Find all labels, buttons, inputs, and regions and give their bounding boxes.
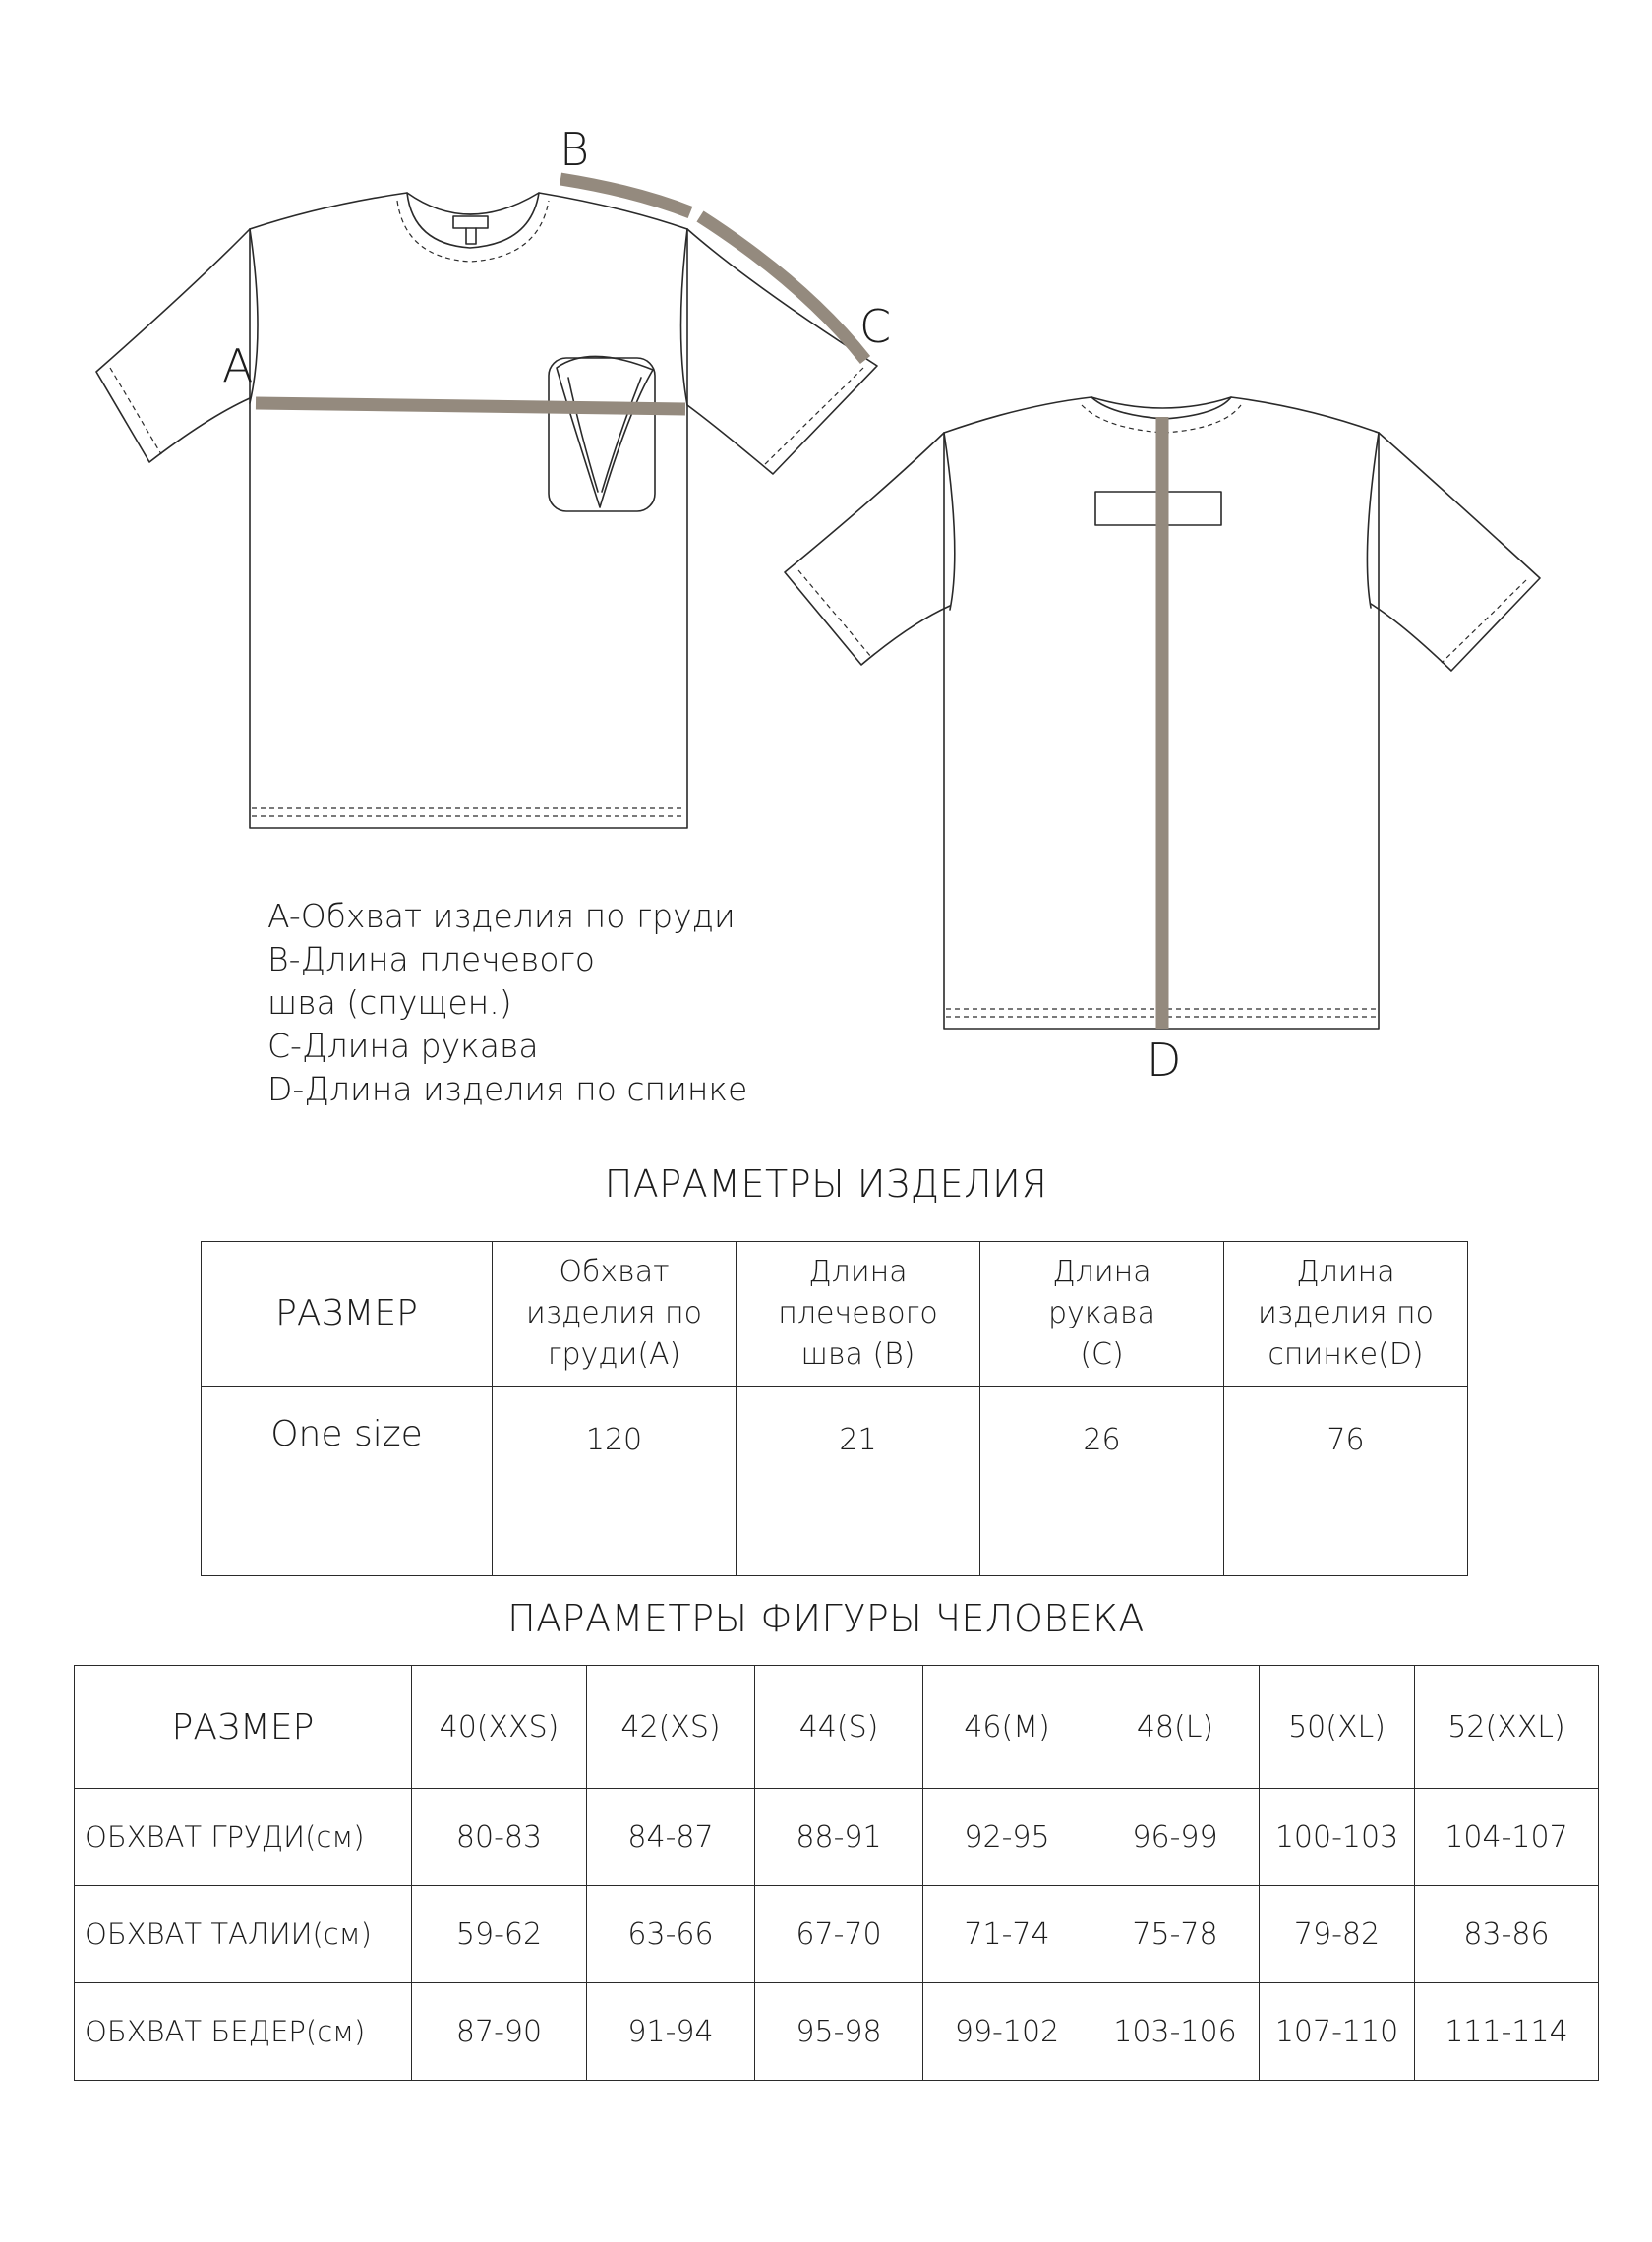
- header-line: (С): [1080, 1337, 1124, 1372]
- value-cell: 79-82: [1260, 1886, 1415, 1983]
- value-cell: 88-91: [755, 1789, 923, 1886]
- label-b: B: [560, 123, 590, 176]
- label-a: A: [222, 339, 254, 392]
- table-row: [202, 1242, 1468, 1386]
- value-cell: 100-103: [1260, 1789, 1415, 1886]
- header-line: спинке(D): [1268, 1337, 1424, 1372]
- header-line: изделия по: [526, 1296, 702, 1330]
- size-cell: 48(L): [1092, 1666, 1260, 1789]
- header-line: груди(А): [547, 1337, 681, 1372]
- value-cell: 75-78: [1092, 1886, 1260, 1983]
- value-cell: 59-62: [412, 1886, 587, 1983]
- size-header-cell: РАЗМЕР: [202, 1242, 493, 1386]
- header-cell-sleeve: [980, 1242, 1224, 1386]
- size-cell: 44(S): [755, 1666, 923, 1789]
- size-cell: 46(M): [923, 1666, 1092, 1789]
- body-params-table: [74, 1665, 1599, 2081]
- size-header-cell: РАЗМЕР: [75, 1666, 412, 1789]
- header-line: рукава: [1048, 1296, 1155, 1330]
- legend-line-a: A-Обхват изделия по груди: [267, 897, 736, 935]
- value-cell: 107-110: [1260, 1983, 1415, 2081]
- product-params-table: [201, 1241, 1468, 1576]
- value-cell: 63-66: [587, 1886, 755, 1983]
- table-row: [202, 1386, 1468, 1576]
- value-cell: 67-70: [755, 1886, 923, 1983]
- header-line: Длина: [1052, 1255, 1151, 1289]
- value-cell: 120: [493, 1386, 737, 1576]
- measurement-legend: [267, 895, 747, 1111]
- row-label-hips: ОБХВАТ БЕДЕР(см): [75, 1983, 412, 2081]
- value-cell: 71-74: [923, 1886, 1092, 1983]
- tshirt-front-sketch: [96, 123, 891, 828]
- value-cell: 95-98: [755, 1983, 923, 2081]
- body-params-title: ПАРАМЕТРЫ ФИГУРЫ ЧЕЛОВЕКА: [507, 1597, 1145, 1640]
- size-cell: 50(XL): [1260, 1666, 1415, 1789]
- value-cell: 26: [980, 1386, 1224, 1576]
- value-cell: 84-87: [587, 1789, 755, 1886]
- label-d: D: [1147, 1033, 1182, 1087]
- label-c: C: [859, 300, 892, 353]
- size-cell: 40(XXS): [412, 1666, 587, 1789]
- row-label-chest: ОБХВАТ ГРУДИ(см): [75, 1789, 412, 1886]
- measure-c-bar: [700, 216, 865, 360]
- header-line: Обхват: [559, 1255, 670, 1289]
- legend-line-b: B-Длина плечевого: [267, 940, 595, 978]
- legend-line-b-cont: шва (спущен.): [267, 983, 512, 1022]
- value-cell: 83-86: [1415, 1886, 1599, 1983]
- value-cell: 96-99: [1092, 1789, 1260, 1886]
- measure-b-bar: [560, 179, 690, 212]
- header-cell-chest: [493, 1242, 737, 1386]
- value-cell: 87-90: [412, 1983, 587, 2081]
- table-row: [75, 1789, 1599, 1886]
- size-cell: 42(XS): [587, 1666, 755, 1789]
- table-row: [75, 1886, 1599, 1983]
- value-cell: 80-83: [412, 1789, 587, 1886]
- value-cell: 21: [737, 1386, 980, 1576]
- header-line: Длина: [808, 1255, 908, 1289]
- header-cell-length: [1224, 1242, 1468, 1386]
- legend-line-d: D-Длина изделия по спинке: [267, 1070, 748, 1108]
- value-cell: 111-114: [1415, 1983, 1599, 2081]
- value-cell: 91-94: [587, 1983, 755, 2081]
- header-line: плечевого: [778, 1296, 938, 1330]
- value-cell: 104-107: [1415, 1789, 1599, 1886]
- header-cell-shoulder: [737, 1242, 980, 1386]
- value-cell: 92-95: [923, 1789, 1092, 1886]
- header-line: изделия по: [1258, 1296, 1434, 1330]
- header-line: шва (В): [800, 1337, 915, 1372]
- value-cell: 103-106: [1092, 1983, 1260, 2081]
- value-cell: 76: [1224, 1386, 1468, 1576]
- table-row: [75, 1666, 1599, 1789]
- product-params-title: ПАРАМЕТРЫ ИЗДЕЛИЯ: [604, 1162, 1048, 1206]
- size-cell: 52(XXL): [1415, 1666, 1599, 1789]
- legend-line-c: C-Длина рукава: [267, 1027, 539, 1065]
- size-cell: One size: [202, 1386, 493, 1576]
- header-line: Длина: [1296, 1255, 1395, 1289]
- tshirt-back-sketch: [785, 397, 1540, 1087]
- row-label-waist: ОБХВАТ ТАЛИИ(см): [75, 1886, 412, 1983]
- value-cell: 99-102: [923, 1983, 1092, 2081]
- measure-a-bar: [256, 403, 685, 409]
- table-row: [75, 1983, 1599, 2081]
